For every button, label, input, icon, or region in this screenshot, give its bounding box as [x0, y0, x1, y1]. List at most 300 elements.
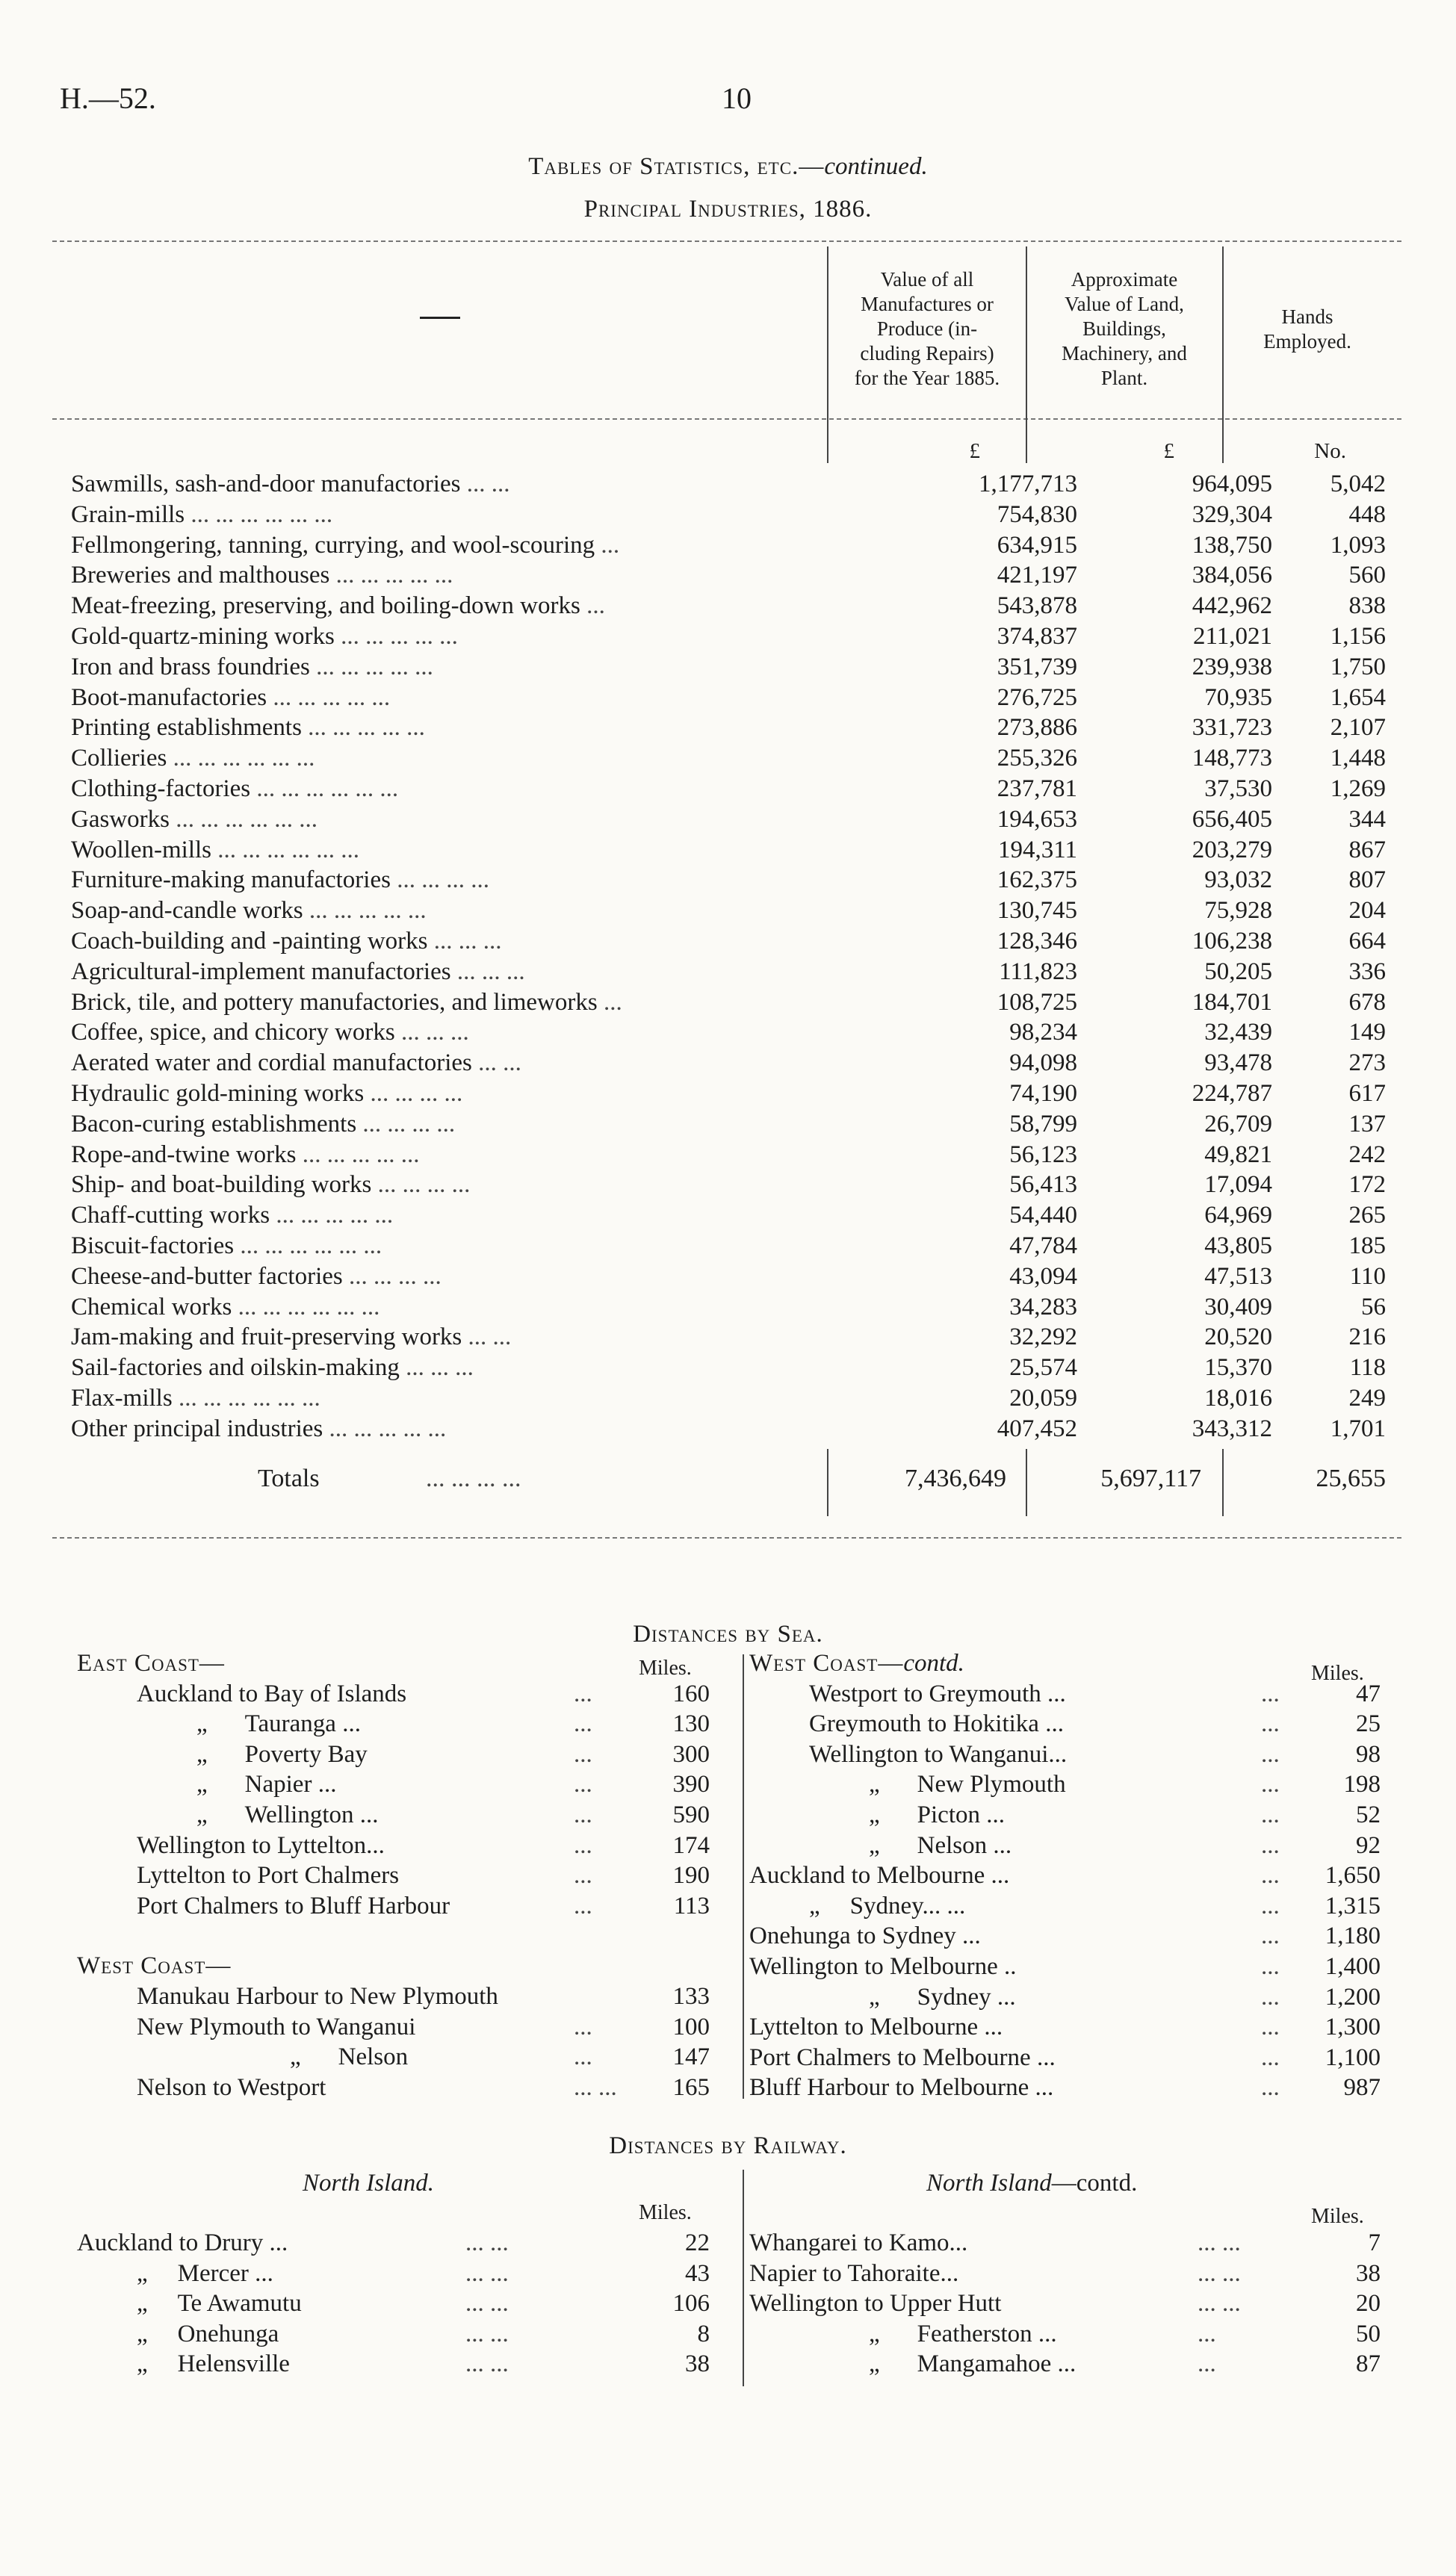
table-row	[71, 1323, 1386, 1354]
miles-value: 390	[672, 1771, 710, 1798]
table-row	[71, 1354, 1386, 1385]
distance-row	[77, 1710, 710, 1741]
industry-label: Furniture-making manufactories	[71, 866, 391, 894]
miles-value: 38	[1356, 2259, 1381, 2287]
leader-dots: ...	[1198, 2350, 1216, 2378]
leader-dots: ... ...	[471, 1049, 521, 1077]
land-value-cell: 331,723	[1192, 714, 1272, 742]
leader-dots: ... ...	[1198, 2229, 1241, 2256]
leader-dots: ... ... ... ... ... ...	[169, 805, 317, 833]
route	[809, 1741, 1067, 1769]
industry-name	[71, 654, 818, 681]
value-cell: 634,915	[997, 531, 1077, 559]
industry-name	[71, 1232, 818, 1260]
route-label: Mercer ...	[177, 2259, 273, 2287]
table-row	[71, 958, 1386, 989]
miles-value: 300	[672, 1740, 710, 1768]
route-label: Lyttelton to Port Chalmers	[137, 1862, 400, 1890]
hands-cell: 265	[1348, 1202, 1386, 1229]
hands-cell: 1,156	[1330, 622, 1386, 650]
column-header-line: Approximate	[1071, 268, 1178, 291]
industry-name	[71, 1111, 818, 1138]
table-row	[71, 1080, 1386, 1111]
route-label: Auckland to Melbourne ...	[749, 1862, 1010, 1890]
table-row	[71, 1111, 1386, 1141]
column-header-line: for the Year 1885.	[854, 367, 1000, 389]
distance-row	[77, 2043, 710, 2074]
leader-dots: ... ...	[460, 471, 510, 497]
route	[137, 2074, 326, 2102]
route	[749, 1953, 1017, 1981]
distance-row	[77, 2290, 710, 2321]
industry-label: Agricultural-implement manufactories	[71, 958, 451, 985]
land-value-cell: 37,530	[1204, 775, 1272, 802]
industry-name	[71, 928, 818, 955]
industry-label: Aerated water and cordial manufactories	[71, 1049, 472, 1077]
table-row	[71, 745, 1386, 775]
column-header-line: cluding Repairs)	[860, 342, 994, 364]
ditto-mark: „	[196, 1801, 208, 1828]
column-header-line: Employed.	[1263, 330, 1351, 353]
leader-dots: ... ... ... ...	[342, 1262, 442, 1290]
value-cell: 108,725	[997, 988, 1077, 1016]
distance-row	[77, 2321, 710, 2351]
value-cell: 543,878	[997, 592, 1077, 620]
land-value-cell: 343,312	[1192, 1415, 1272, 1442]
rail-right-heading-italic: North Island	[926, 2170, 1052, 2197]
ditto-mark: „	[869, 2320, 880, 2347]
industry-label: Grain-mills	[71, 500, 185, 528]
distance-row	[77, 1983, 710, 2014]
hands-cell: 118	[1349, 1354, 1386, 1382]
miles-value: 590	[672, 1801, 710, 1828]
route	[137, 2260, 273, 2288]
hands-cell: 838	[1348, 592, 1386, 620]
leader-dots: ... ... ... ... ... ...	[172, 1384, 320, 1412]
table-row	[71, 1385, 1386, 1415]
ditto-mark: „	[290, 2043, 301, 2071]
land-value-cell: 224,787	[1192, 1079, 1272, 1107]
hands-cell: 273	[1348, 1049, 1386, 1077]
miles-value: 198	[1343, 1771, 1381, 1798]
totals-land: 5,697,117	[1100, 1465, 1201, 1492]
route	[869, 2350, 1076, 2378]
page-number: 10	[722, 81, 752, 115]
leader-dots: ... ... ... ... ...	[329, 562, 453, 589]
leader-dots: ...	[1261, 1680, 1280, 1707]
route-label: Lyttelton to Melbourne ...	[749, 2014, 1003, 2041]
distance-row	[749, 1953, 1381, 1984]
hands-cell: 137	[1348, 1110, 1386, 1138]
hands-cell: 1,448	[1330, 745, 1386, 772]
distance-row	[77, 1741, 710, 1772]
distance-row	[749, 1801, 1381, 1832]
table-row	[71, 1019, 1386, 1049]
distance-row	[749, 1893, 1381, 1923]
industry-name	[71, 1202, 818, 1229]
hands-cell: 448	[1348, 500, 1386, 528]
table-row	[71, 1141, 1386, 1172]
hands-cell: 5,042	[1330, 471, 1386, 497]
distance-row	[77, 1862, 710, 1893]
miles-value: 92	[1356, 1831, 1381, 1859]
miles-value: 1,315	[1325, 1892, 1381, 1919]
totals-row	[0, 1465, 1456, 1498]
leader-dots: ...	[574, 2013, 592, 2040]
route	[77, 2229, 288, 2257]
distance-row	[77, 1801, 710, 1832]
leader-dots: ... ... ... ... ...	[267, 683, 391, 711]
leader-dots: ...	[574, 1892, 592, 1919]
industry-name	[71, 1141, 818, 1169]
leader-dots: ...	[574, 1831, 592, 1859]
industry-name	[71, 1323, 818, 1351]
industry-name	[71, 471, 818, 498]
leader-dots: ...	[1261, 1862, 1280, 1890]
miles-value: 52	[1356, 1801, 1381, 1828]
route	[137, 1983, 498, 2011]
leader-dots: ...	[574, 1680, 592, 1707]
distance-row	[749, 1862, 1381, 1893]
route	[869, 1801, 1005, 1829]
route	[749, 1922, 981, 1950]
industry-name	[71, 775, 818, 803]
ditto-mark: „	[196, 1710, 208, 1738]
ditto-mark: „	[137, 2350, 148, 2378]
totals-dots: ... ... ... ...	[426, 1465, 521, 1492]
hands-cell: 204	[1348, 897, 1386, 925]
route	[869, 1984, 1016, 2011]
distance-row	[749, 2321, 1381, 2351]
totals-value: 7,436,649	[905, 1465, 1006, 1492]
table-row	[71, 1263, 1386, 1294]
route-label: Westport to Greymouth ...	[809, 1680, 1066, 1707]
miles-value: 1,180	[1325, 1922, 1381, 1950]
route	[137, 2321, 279, 2348]
header-bottom-rule	[52, 418, 1401, 420]
route-label: Greymouth to Hokitika ...	[809, 1710, 1064, 1738]
industry-label: Breweries and malthouses	[71, 562, 330, 589]
land-value-cell: 384,056	[1192, 562, 1272, 589]
column-header-line: Produce (in-	[876, 317, 978, 340]
land-value-cell: 106,238	[1192, 927, 1272, 955]
industry-label: Meat-freezing, preserving, and boiling-down works	[71, 592, 580, 620]
value-cell: 56,413	[1009, 1171, 1077, 1199]
miles-value: 100	[672, 2013, 710, 2040]
miles-value: 1,650	[1325, 1862, 1381, 1890]
distance-row	[77, 2229, 710, 2260]
hands-cell: 1,701	[1330, 1415, 1386, 1442]
hands-cell: 216	[1348, 1323, 1386, 1351]
value-cell: 194,311	[997, 836, 1077, 863]
leader-dots: ...	[1261, 1892, 1280, 1919]
route-label: Te Awamutu	[177, 2290, 302, 2318]
route	[137, 1680, 406, 1708]
industry-name	[71, 1294, 818, 1321]
hands-cell: 1,654	[1330, 683, 1386, 711]
industry-label: Cheese-and-butter factories	[71, 1262, 343, 1290]
land-value-cell: 17,094	[1204, 1171, 1272, 1199]
hands-cell: 2,107	[1330, 714, 1386, 742]
leader-dots: ...	[574, 1862, 592, 1890]
distance-row	[749, 2044, 1381, 2075]
leader-dots: ... ... ... ... ... ...	[167, 745, 315, 772]
miles-value: 22	[685, 2229, 710, 2256]
distance-row	[77, 1893, 710, 1923]
value-cell: 351,739	[997, 653, 1077, 680]
miles-value: 147	[672, 2043, 710, 2071]
distance-row	[749, 2014, 1381, 2044]
miles-value: 38	[685, 2350, 710, 2378]
route	[749, 2290, 1001, 2318]
route-label: Mangamahoe ...	[917, 2350, 1076, 2378]
route	[869, 1771, 1066, 1798]
route-label: Poverty Bay	[244, 1740, 368, 1768]
industry-name	[71, 1385, 818, 1412]
hands-cell: 1,093	[1330, 531, 1386, 559]
route	[196, 1801, 378, 1829]
rail-right-heading-rest: —contd.	[1051, 2170, 1138, 2197]
distance-row	[749, 1710, 1381, 1741]
leader-dots: ... ... ... ... ...	[334, 622, 458, 650]
route-label: Wellington to Upper Hutt	[749, 2290, 1002, 2318]
distance-row	[77, 2074, 710, 2105]
leader-dots: ...	[597, 988, 622, 1016]
land-value-cell: 15,370	[1204, 1354, 1272, 1382]
land-value-cell: 20,520	[1204, 1323, 1272, 1351]
stub-header-dash	[420, 317, 460, 319]
sea-column-divider	[743, 1654, 744, 2099]
industry-label: Biscuit-factories	[71, 1232, 235, 1259]
land-value-cell: 32,439	[1204, 1019, 1272, 1046]
industry-label: Coffee, spice, and chicory works	[71, 1019, 395, 1046]
route	[137, 1893, 450, 1920]
sea-right-rows	[749, 1680, 1381, 2105]
leader-dots: ... ... ... ... ...	[303, 897, 427, 925]
land-value-cell: 148,773	[1192, 745, 1272, 772]
hands-cell: 172	[1348, 1171, 1386, 1199]
route	[137, 1862, 399, 1890]
ditto-mark: „	[869, 2350, 880, 2378]
route-label: Sydney ...	[917, 1983, 1016, 2011]
hands-cell: 664	[1348, 927, 1386, 955]
route-label: New Plymouth to Wanganui	[137, 2013, 416, 2040]
route-label: Wellington to Lyttelton...	[137, 1831, 385, 1859]
industry-name	[71, 501, 818, 529]
leader-dots: ... ...	[465, 2350, 509, 2378]
ditto-mark: „	[809, 1892, 820, 1919]
leader-dots: ... ...	[1198, 2259, 1241, 2287]
distance-row	[77, 1832, 710, 1863]
column-header	[1028, 267, 1221, 391]
leader-dots: ... ... ... ...	[356, 1110, 456, 1138]
leader-dots: ...	[1261, 1952, 1280, 1980]
ditto-mark: „	[869, 1771, 880, 1798]
land-value-cell: 26,709	[1204, 1110, 1272, 1138]
table-row	[71, 866, 1386, 897]
industry-name	[71, 1080, 818, 1108]
unit-hands: No.	[1314, 439, 1346, 463]
industry-label: Gasworks	[71, 805, 170, 833]
miles-value: 174	[672, 1831, 710, 1859]
miles-value: 1,100	[1325, 2043, 1381, 2071]
miles-value: 987	[1343, 2074, 1381, 2102]
route	[290, 2043, 408, 2071]
hands-cell: 1,750	[1330, 653, 1386, 680]
route-label: Bluff Harbour to Melbourne ...	[749, 2074, 1054, 2102]
table-row	[71, 1049, 1386, 1080]
column-header	[1225, 305, 1390, 354]
rail-title: Distances by Railway.	[609, 2132, 847, 2159]
leader-dots: ... ... ... ... ... ...	[185, 500, 333, 528]
miles-value: 160	[672, 1680, 710, 1707]
miles-value: 25	[1356, 1710, 1381, 1738]
ditto-mark: „	[196, 1740, 208, 1768]
value-cell: 25,574	[1009, 1354, 1077, 1382]
distance-row	[749, 1680, 1381, 1711]
leader-dots: ...	[574, 1771, 592, 1798]
leader-dots: ... ... ...	[427, 927, 502, 955]
leader-dots: ... ... ... ... ...	[296, 1140, 420, 1168]
route-label: Napier ...	[244, 1771, 337, 1798]
value-cell: 374,837	[997, 622, 1077, 650]
distance-row	[749, 1771, 1381, 1801]
value-cell: 754,830	[997, 500, 1077, 528]
miles-value: 50	[1356, 2320, 1381, 2347]
industry-name	[71, 745, 818, 772]
rail-miles-header-right: Miles.	[1311, 2205, 1364, 2228]
miles-value: 190	[672, 1862, 710, 1890]
industry-label: Collieries	[71, 745, 167, 772]
industry-name	[71, 1263, 818, 1291]
industry-name	[71, 837, 818, 864]
miles-value: 106	[672, 2290, 710, 2318]
land-value-cell: 203,279	[1192, 836, 1272, 863]
column-header	[829, 267, 1025, 391]
route-label: Auckland to Drury ...	[77, 2229, 288, 2256]
route-label: Manukau Harbour to New Plymouth	[137, 1982, 498, 2010]
hands-cell: 242	[1348, 1140, 1386, 1168]
route-label: Onehunga	[177, 2320, 279, 2347]
value-cell: 58,799	[1009, 1110, 1077, 1138]
distance-row	[749, 2290, 1381, 2321]
land-value-cell: 70,935	[1204, 683, 1272, 711]
route	[749, 2229, 967, 2257]
value-cell: 194,653	[997, 805, 1077, 833]
leader-dots: ... ... ... ... ... ...	[232, 1293, 380, 1320]
value-cell: 130,745	[997, 897, 1077, 925]
industry-label: Chemical works	[71, 1293, 232, 1320]
leader-dots: ... ... ... ... ... ...	[234, 1232, 382, 1259]
table-caption-italic: continued.	[824, 153, 928, 180]
route-label: Onehunga to Sydney ...	[749, 1922, 981, 1950]
page-reference: H.—52.	[60, 81, 156, 115]
industry-name	[71, 1171, 818, 1199]
miles-value: 165	[672, 2073, 710, 2101]
sea-east-west-column	[77, 1650, 710, 2104]
column-header-line: Value of all	[880, 268, 974, 291]
hands-cell: 867	[1348, 836, 1386, 863]
route	[749, 2074, 1053, 2102]
distance-row	[749, 2260, 1381, 2291]
land-value-cell: 239,938	[1192, 653, 1272, 680]
value-cell: 94,098	[1009, 1049, 1077, 1077]
rail-miles-header-left: Miles.	[639, 2201, 692, 2224]
miles-value: 133	[672, 1982, 710, 2010]
land-value-cell: 18,016	[1204, 1384, 1272, 1412]
table-caption-main: Tables of Statistics, etc.—	[528, 153, 825, 180]
table-row	[71, 532, 1386, 562]
industry-name	[71, 866, 818, 894]
industry-label: Printing establishments	[71, 714, 302, 742]
land-value-cell: 30,409	[1204, 1293, 1272, 1320]
hands-cell: 185	[1348, 1232, 1386, 1259]
hands-cell: 336	[1348, 958, 1386, 985]
value-cell: 98,234	[1009, 1019, 1077, 1046]
value-cell: 237,781	[997, 775, 1077, 802]
ditto-mark: „	[869, 1801, 880, 1828]
route-label: Wellington ...	[244, 1801, 379, 1828]
industry-label: Other principal industries	[71, 1415, 323, 1442]
route-label: Picton ...	[917, 1801, 1005, 1828]
column-header-line: Value of Land,	[1065, 293, 1184, 315]
distance-row	[77, 1771, 710, 1801]
distance-row	[749, 1984, 1381, 2014]
distance-row	[77, 2260, 710, 2291]
value-cell: 34,283	[1009, 1293, 1077, 1320]
industry-name	[71, 623, 818, 651]
leader-dots: ...	[1261, 1710, 1280, 1738]
industry-name	[71, 592, 818, 620]
section-heading: East Coast—	[77, 1650, 225, 1677]
industry-label: Sail-factories and oilskin-making	[71, 1354, 400, 1382]
miles-value: 98	[1356, 1740, 1381, 1768]
land-value-cell: 75,928	[1204, 897, 1272, 925]
route-label: Nelson to Westport	[137, 2073, 326, 2101]
hands-cell: 56	[1361, 1293, 1386, 1320]
leader-dots: ... ... ... ... ...	[323, 1415, 447, 1442]
leader-dots: ...	[595, 531, 620, 559]
route	[137, 2350, 290, 2378]
route-label: Helensville	[177, 2350, 290, 2378]
table-row	[71, 592, 1386, 623]
table-row	[71, 1202, 1386, 1232]
land-value-cell: 64,969	[1204, 1202, 1272, 1229]
value-cell: 56,123	[1009, 1140, 1077, 1168]
miles-value: 1,400	[1325, 1952, 1381, 1980]
value-cell: 111,823	[999, 958, 1077, 985]
table-row	[71, 806, 1386, 837]
industry-label: Fellmongering, tanning, currying, and wool-scouring	[71, 531, 595, 559]
column-divider	[1026, 246, 1027, 463]
leader-dots: ... ... ... ...	[364, 1079, 463, 1107]
hands-cell: 617	[1348, 1079, 1386, 1107]
leader-dots: ... ...	[465, 2290, 509, 2318]
table-bottom-rule	[52, 1537, 1401, 1539]
route-label: Nelson ...	[917, 1831, 1012, 1859]
leader-dots: ...	[1261, 2043, 1280, 2071]
leader-dots: ... ... ... ... ... ...	[250, 775, 399, 802]
leader-dots: ... ...	[574, 2073, 617, 2101]
column-header-line: Hands	[1281, 305, 1333, 328]
ditto-mark: „	[196, 1771, 208, 1798]
hands-cell: 149	[1348, 1019, 1386, 1046]
route-label: Port Chalmers to Bluff Harbour	[137, 1892, 450, 1919]
column-divider	[827, 246, 828, 463]
industry-name	[71, 684, 818, 712]
route-label: Tauranga ...	[244, 1710, 361, 1738]
table-row	[71, 501, 1386, 532]
